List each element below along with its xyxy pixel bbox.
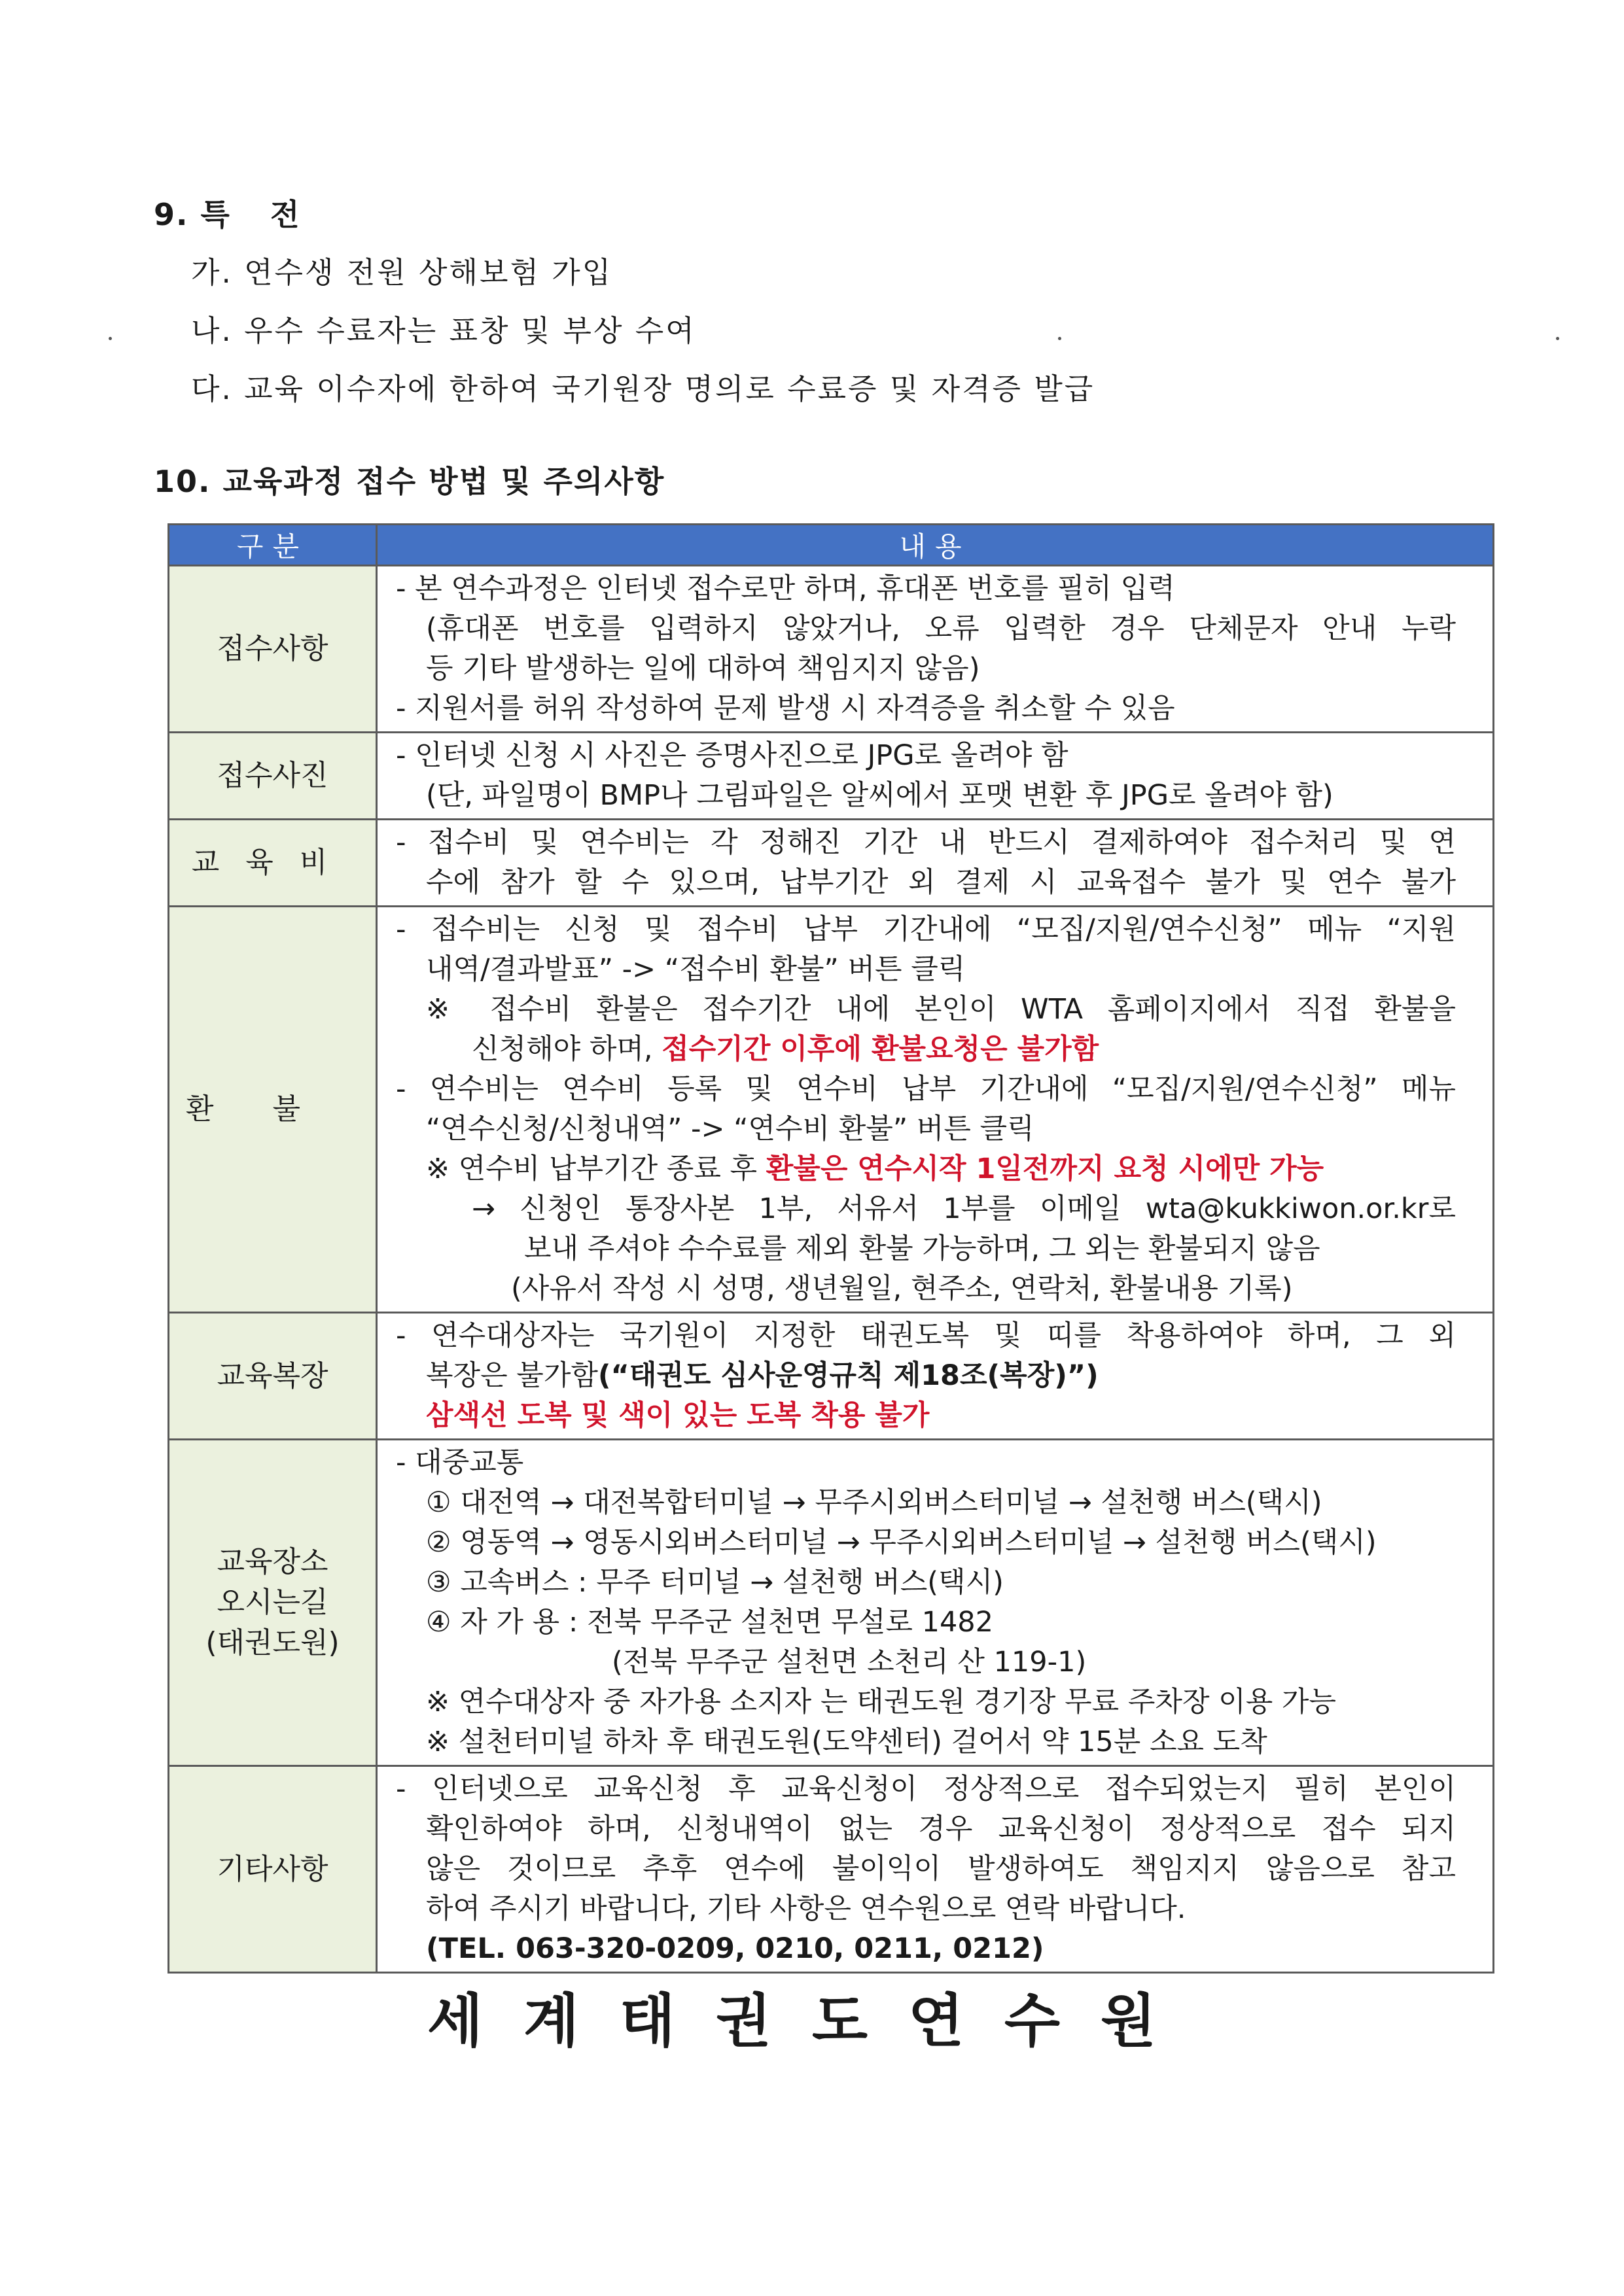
header-content: 내용: [377, 525, 1494, 566]
scan-speck: [1058, 337, 1061, 340]
table-row: [169, 820, 1494, 907]
table-row: [169, 1313, 1494, 1440]
row-label-refund: 환불: [169, 907, 377, 1313]
table-row: [169, 733, 1494, 820]
row-label-location: 교육장소 오시는길 (태권도원): [169, 1440, 377, 1766]
table-header-row: [169, 525, 1494, 566]
application-info-table: [168, 523, 1494, 1974]
row-content-fee: - 접수비 및 연수비는 각 정해진 기간 내 반드시 결제하여야 접수처리 및 연 수에 참가 할 수 있으며, 납부기간 외 결제 시 교육접수 불가 및 연수 불가: [377, 820, 1494, 907]
row-content-uniform: - 연수대상자는 국기원이 지정한 태권도복 및 띠를 착용하여야 하며, 그 외 복장은 불가함(“태권도 심사운영규칙 제18조(복장)”) 삼색선 도복 및 색이 있는 도복 착용 불가: [377, 1313, 1494, 1440]
refund-warning-2: 환불은 연수시작 1일전까지 요청 시에만 가능: [766, 1153, 1324, 1185]
table-row: [169, 907, 1494, 1313]
section-10-title: 10. 교육과정 접수 방법 및 주의사항: [154, 464, 665, 499]
benefit-item-3: 다. 교육 이수자에 한하여 국기원장 명의로 수료증 및 자격증 발급: [191, 372, 1095, 406]
scan-speck: [109, 337, 112, 340]
header-category: 구분: [169, 525, 377, 566]
row-label-reception: 접수사항: [169, 566, 377, 733]
organization-name: 세계태권도연수원: [427, 1987, 1197, 2055]
contact-phone: (TEL. 063-320-0209, 0210, 0211, 0212): [426, 1932, 1044, 1965]
refund-warning-1: 접수기간 이후에 환불요청은 불가함: [662, 1033, 1099, 1066]
row-label-etc: 기타사항: [169, 1766, 377, 1973]
row-content-location: - 대중교통 ① 대전역 → 대전복합터미널 → 무주시외버스터미널 → 설천행 버스(택시) ② 영동역 → 영동시외버스터미널 → 무주시외버스터미널 → 설천행 버스(택시) ③ 고속버스 : 무주 터미널 → 설천행 버스(택시) ④ 자 가 용 : 전북 무주군 설천면 무설로 1482 (전북 무주군 설천면 소천리 산 119-1) ※ 연수대상자 중 자가용 소지자 는 태권도원 경기장 무료 주차장 이용 가능 ※ 설천터미널 하차 후 태권도원(도약센터) 걸어서 약 15분 소요 도착: [377, 1440, 1494, 1766]
row-content-etc: - 인터넷으로 교육신청 후 교육신청이 정상적으로 접수되었는지 필히 본인이 확인하여야 하며, 신청내역이 없는 경우 교육신청이 정상적으로 접수 되지 않은 것이므로 추후 연수에 불이익이 발생하여도 책임지지 않음으로 참고 하여 주시기 바랍니다, 기타 사항은 연수원으로 연락 바랍니다. (TEL. 063-320-0209, 0210, 0211, 0212): [377, 1766, 1494, 1973]
row-label-photo: 접수사진: [169, 733, 377, 820]
row-content-refund: - 접수비는 신청 및 접수비 납부 기간내에 “모집/지원/연수신청” 메뉴 “지원 내역/결과발표” -> “접수비 환불” 버튼 클릭 ※ 접수비 환불은 접수기간 내에 본인이 WTA 홈페이지에서 직접 환불을 신청해야 하며, 접수기간 이후에 환불요청은 불가함 - 연수비는 연수비 등록 및 연수비 납부 기간내에 “모집/지원/연수신청” 메뉴 “연수신청/신청내역” -> “연수비 환불” 버튼 클릭 ※ 연수비 납부기간 종료 후 환불은 연수시작 1일전까지 요청 시에만 가능 → 신청인 통장사본 1부, 서유서 1부를 이메일 wta@kukkiwon.or.kr로 보내 주셔야 수수료를 제외 환불 가능하며, 그 외는 환불되지 않음 (사유서 작성 시 성명, 생년월일, 현주소, 연락처, 환불내용 기록): [377, 907, 1494, 1313]
row-content-reception: - 본 연수과정은 인터넷 접수로만 하며, 휴대폰 번호를 필히 입력 (휴대폰 번호를 입력하지 않았거나, 오류 입력한 경우 단체문자 안내 누락 등 기타 발생하는 일에 대하여 책임지지 않음) - 지원서를 허위 작성하여 문제 발생 시 자격증을 취소할 수 있음: [377, 566, 1494, 733]
row-content-photo: - 인터넷 신청 시 사진은 증명사진으로 JPG로 올려야 함 (단, 파일명이 BMP나 그림파일은 알씨에서 포맷 변환 후 JPG로 올려야 함): [377, 733, 1494, 820]
row-label-fee: 교육비: [169, 820, 377, 907]
table-row: [169, 566, 1494, 733]
row-label-uniform: 교육복장: [169, 1313, 377, 1440]
section-9-title: 9. 특 전: [154, 197, 301, 232]
benefit-item-2: 나. 우수 수료자는 표창 및 부상 수여: [191, 313, 696, 348]
table-row: [169, 1440, 1494, 1766]
uniform-warning: 삼색선 도복 및 색이 있는 도복 착용 불가: [426, 1399, 930, 1432]
table-row: [169, 1766, 1494, 1973]
benefit-item-1: 가. 연수생 전원 상해보험 가입: [191, 255, 613, 290]
scan-speck: [1556, 337, 1559, 340]
